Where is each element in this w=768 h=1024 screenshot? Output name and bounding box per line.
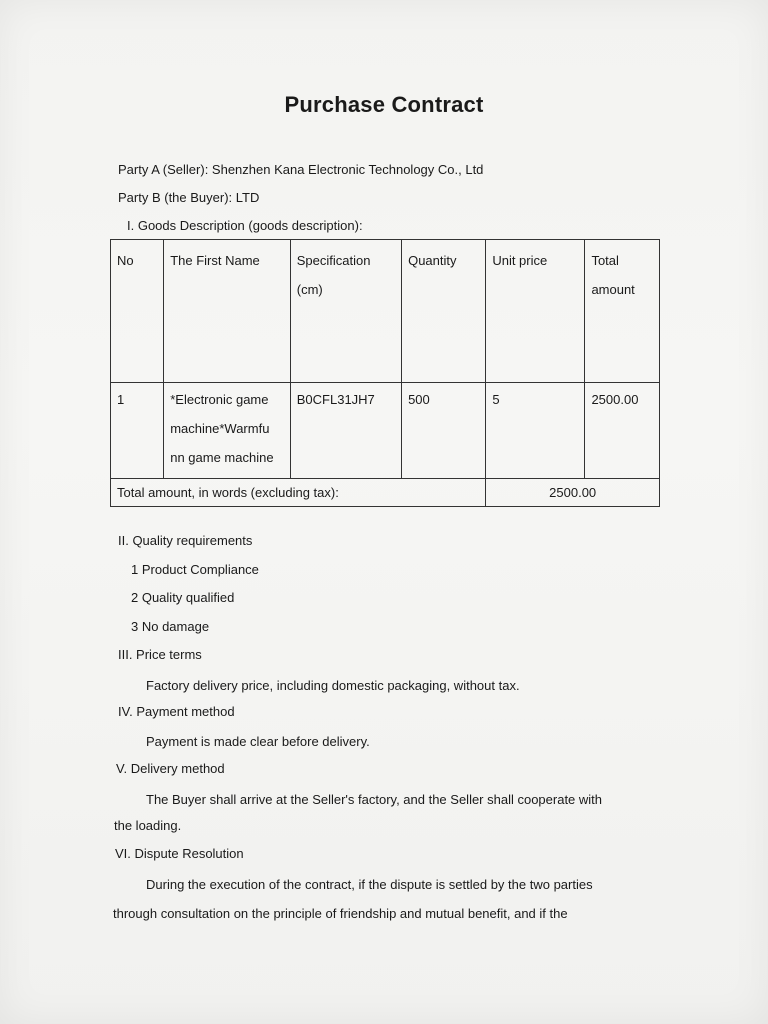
table-header-row <box>111 240 660 383</box>
header-specification: Specification (cm) <box>290 240 401 383</box>
section-dispute-heading: VI. Dispute Resolution <box>115 846 244 861</box>
cell-total: 2500.00 <box>585 383 660 479</box>
section-delivery-heading: V. Delivery method <box>116 761 225 776</box>
section-payment-heading: IV. Payment method <box>118 704 235 719</box>
party-a-line: Party A (Seller): Shenzhen Kana Electronic Technology Co., Ltd <box>118 162 484 177</box>
total-label: Total amount, in words (excluding tax): <box>111 479 486 507</box>
section-price-heading: III. Price terms <box>118 647 202 662</box>
cell-quantity: 500 <box>402 383 486 479</box>
dispute-text-line2: through consultation on the principle of friendship and mutual benefit, and if the <box>113 906 568 921</box>
party-b-line: Party B (the Buyer): LTD <box>118 190 260 205</box>
section-goods-heading: I. Goods Description (goods description): <box>127 218 363 233</box>
quality-item: 1 Product Compliance <box>131 562 259 577</box>
header-unit-price: Unit price <box>486 240 585 383</box>
header-first-name: The First Name <box>164 240 291 383</box>
delivery-text-line2: the loading. <box>114 818 182 833</box>
cell-no: 1 <box>111 383 164 479</box>
delivery-text-line1: The Buyer shall arrive at the Seller's factory, and the Seller shall cooperate with <box>146 792 603 807</box>
header-no: No <box>111 240 164 383</box>
price-terms-text: Factory delivery price, including domestic packaging, without tax. <box>146 678 520 693</box>
cell-name: *Electronic game machine*Warmfu nn game machine <box>164 383 291 479</box>
total-value: 2500.00 <box>486 479 660 507</box>
quality-item: 3 No damage <box>131 619 210 634</box>
cell-unit-price: 5 <box>486 383 585 479</box>
dispute-text-line1: During the execution of the contract, if the dispute is settled by the two parties <box>146 877 593 892</box>
document-title: Purchase Contract <box>284 92 484 117</box>
table-total-row <box>111 479 660 507</box>
section-quality-heading: II. Quality requirements <box>118 533 253 548</box>
cell-specification: B0CFL31JH7 <box>290 383 401 479</box>
quality-item: 2 Quality qualified <box>131 590 235 605</box>
header-quantity: Quantity <box>402 240 486 383</box>
header-total-amount: Total amount <box>585 240 660 383</box>
goods-table <box>110 239 660 507</box>
table-row <box>111 383 660 479</box>
payment-text: Payment is made clear before delivery. <box>146 734 370 749</box>
